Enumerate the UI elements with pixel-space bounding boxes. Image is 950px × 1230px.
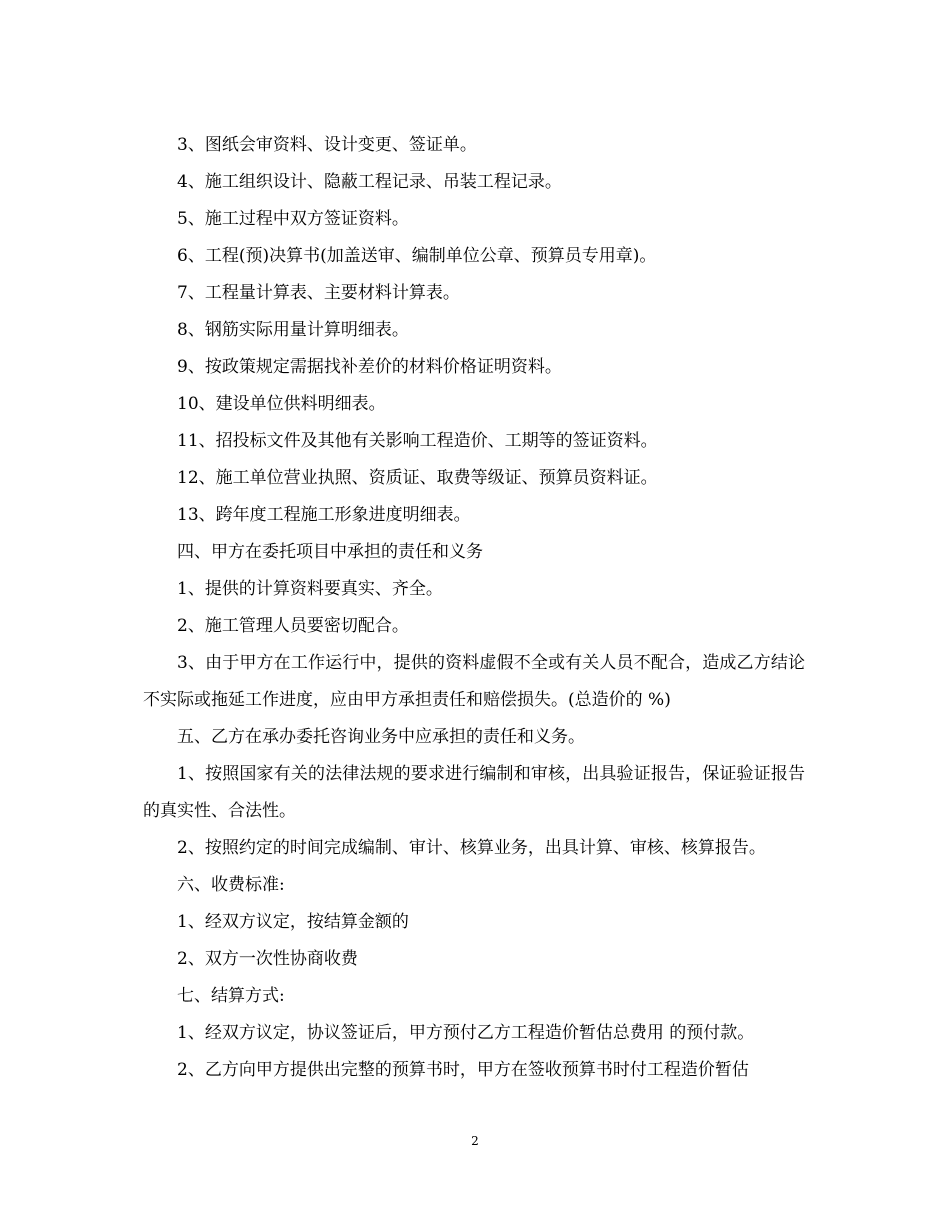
section-heading-4: 四、甲方在委托项目中承担的责任和义务 (177, 542, 483, 562)
list-item-13: 13、跨年度工程施工形象进度明细表。 (177, 505, 471, 525)
list-item-10: 10、建设单位供料明细表。 (177, 394, 386, 414)
list-item-4: 4、施工组织设计、隐蔽工程记录、吊装工程记录。 (177, 172, 562, 192)
section-heading-6: 六、收费标准: (177, 875, 285, 895)
section-5-item-2: 2、按照约定的时间完成编制、审计、核算业务，出具计算、审核、核算报告。 (177, 838, 766, 858)
section-7-item-2: 2、乙方向甲方提供出完整的预算书时，甲方在签收预算书时付工程造价暂估 (177, 1060, 749, 1080)
list-item-6: 6、工程(预)决算书(加盖送审、编制单位公章、预算员专用章)。 (177, 246, 657, 266)
document-body (143, 127, 805, 1089)
list-item-7: 7、工程量计算表、主要材料计算表。 (177, 283, 460, 303)
section-4-item-3: 3、由于甲方在工作运行中，提供的资料虚假不全或有关人员不配合，造成乙方结论不实际或拖延工作进度，应由甲方承担责任和赔偿损失。(总造价的 %) (143, 653, 805, 710)
section-7-item-1: 1、经双方议定，协议签证后，甲方预付乙方工程造价暂估总费用 的预付款。 (177, 1023, 755, 1043)
list-item-9: 9、按政策规定需据找补差价的材料价格证明资料。 (177, 357, 562, 377)
page-number: 2 (471, 1134, 479, 1148)
section-heading-7: 七、结算方式: (177, 986, 285, 1006)
list-item-8: 8、钢筋实际用量计算明细表。 (177, 320, 409, 340)
list-item-11: 11、招投标文件及其他有关影响工程造价、工期等的签证资料。 (177, 431, 658, 451)
list-item-5: 5、施工过程中双方签证资料。 (177, 209, 409, 229)
section-6-item-2: 2、双方一次性协商收费 (177, 949, 358, 969)
section-4-item-2: 2、施工管理人员要密切配合。 (177, 616, 409, 636)
section-heading-5: 五、乙方在承办委托咨询业务中应承担的责任和义务。 (177, 727, 585, 747)
section-4-item-1: 1、提供的计算资料要真实、齐全。 (177, 579, 443, 599)
section-6-item-1: 1、经双方议定，按结算金额的 (177, 912, 409, 932)
list-item-3: 3、图纸会审资料、设计变更、签证单。 (177, 135, 477, 155)
section-5-item-1: 1、按照国家有关的法律法规的要求进行编制和审核，出具验证报告，保证验证报告的真实性、合法性。 (143, 764, 805, 821)
list-item-12: 12、施工单位营业执照、资质证、取费等级证、预算员资料证。 (177, 468, 658, 488)
